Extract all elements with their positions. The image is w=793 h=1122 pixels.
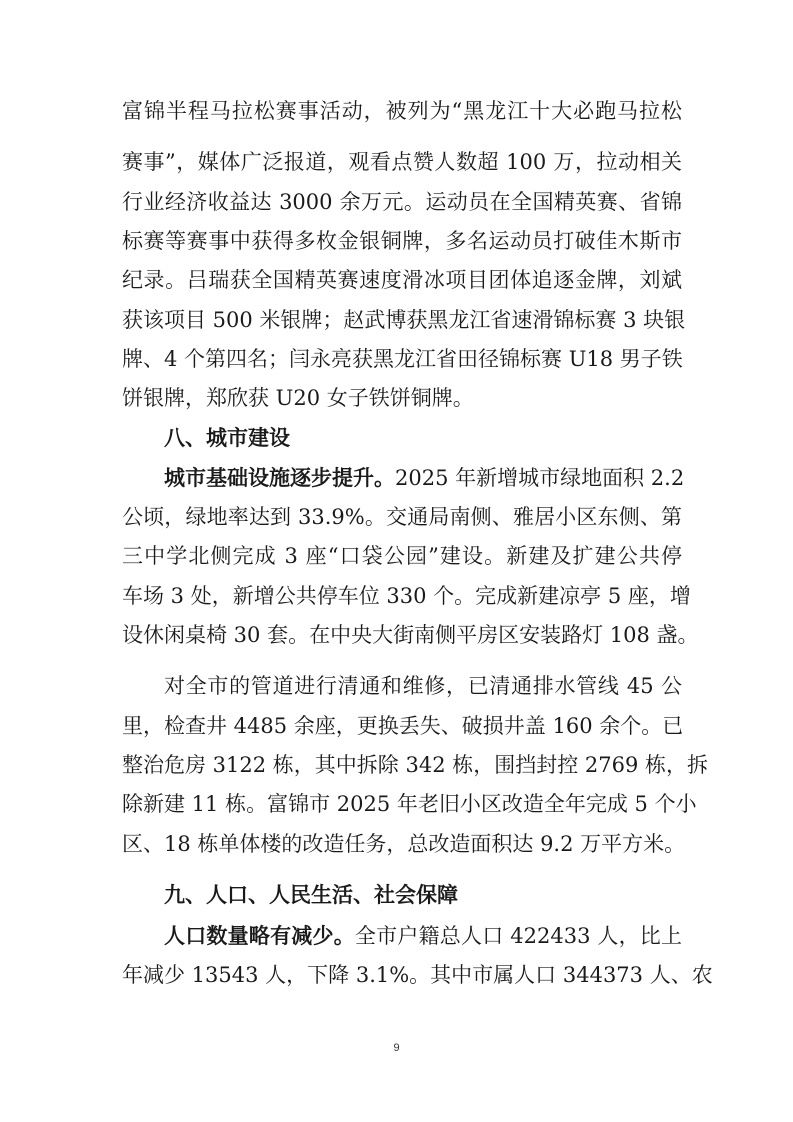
paragraph-text: 2025 年新增城市绿地面积 2.2 [395,466,685,490]
paragraph-first-line [164,466,685,490]
paragraph-line: 牌、4 个第四名；闫永亮获黑龙江省田径锦标赛 U18 男子铁 [122,347,683,371]
paragraph-lead: 人口数量略有减少。 [164,924,355,948]
paragraph-line: 富锦半程马拉松赛事活动，被列为“黑龙江十大必跑马拉松 [122,99,682,123]
paragraph-line: 整治危房 3122 栋，其中拆除 342 栋，围挡封控 2769 栋，拆 [122,753,709,777]
paragraph-first-line: 对全市的管道进行清通和维修，已清通排水管线 45 公 [164,674,682,698]
paragraph-lead: 城市基础设施逐步提升。 [164,466,395,490]
paragraph-line: 行业经济收益达 3000 余万元。运动员在全国精英赛、省锦 [122,190,682,214]
paragraph-line: 标赛等赛事中获得多枚金银铜牌，多名运动员打破佳木斯市 [122,229,682,253]
section-heading-population-livelihood: 九、人口、人民生活、社会保障 [164,883,458,907]
paragraph-first-line [164,924,682,948]
paragraph-line: 纪录。吕瑞获全国精英赛速度滑冰项目团体追逐金牌，刘斌 [122,268,682,292]
paragraph-line: 除新建 11 栋。富锦市 2025 年老旧小区改造全年完成 5 个小 [122,792,697,816]
page-number: 9 [393,1042,400,1054]
paragraph-line: 三中学北侧完成 3 座“口袋公园”建设。新建及扩建公共停 [122,544,682,568]
paragraph-line: 里，检查井 4485 余座，更换丢失、破损井盖 160 余个。已 [122,714,684,738]
paragraph-line: 赛事”，媒体广泛报道，观看点赞人数超 100 万，拉动相关 [122,150,682,174]
paragraph-line: 获该项目 500 米银牌；赵武博获黑龙江省速滑锦标赛 3 块银 [122,308,686,332]
paragraph-text: 全市户籍总人口 422433 人，比上 [354,924,682,948]
section-heading-urban-construction: 八、城市建设 [164,426,290,450]
paragraph-line: 车场 3 处，新增公共停车位 330 个。完成新建凉亭 5 座，增 [122,584,691,608]
paragraph-line: 年减少 13543 人，下降 3.1%。其中市属人口 344373 人、农 [122,963,713,987]
paragraph-line: 区、18 栋单体楼的改造任务，总改造面积达 9.2 万平方米。 [122,832,686,856]
paragraph-line: 饼银牌，郑欣获 U20 女子铁饼铜牌。 [122,386,474,410]
paragraph-line: 设休闲桌椅 30 套。在中央大街南侧平房区安装路灯 108 盏。 [122,623,699,647]
paragraph-line: 公顷，绿地率达到 33.9%。交通局南侧、雅居小区东侧、第 [122,505,682,529]
